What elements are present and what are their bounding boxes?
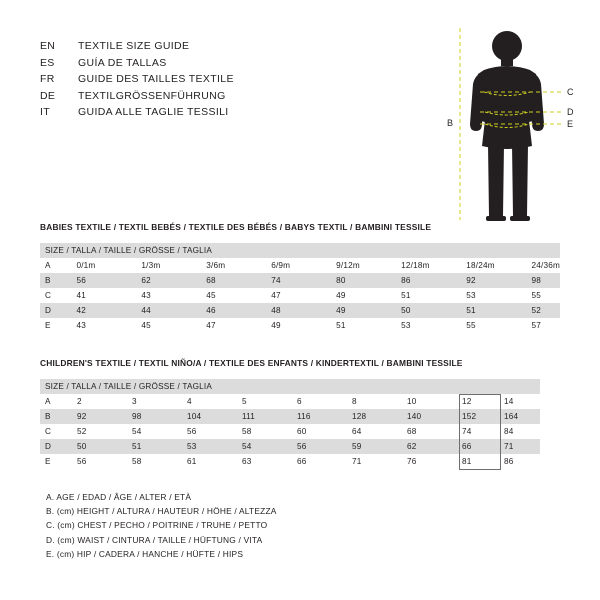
table-cell: 53 xyxy=(187,442,197,451)
table-row xyxy=(40,258,560,273)
row-key: C xyxy=(45,291,52,300)
table-row xyxy=(40,288,560,303)
table-cell: 128 xyxy=(352,412,367,421)
table-cell: 12/18m xyxy=(401,261,430,270)
table-cell: 140 xyxy=(407,412,422,421)
table-cell: 58 xyxy=(132,457,142,466)
table-cell: 45 xyxy=(141,321,151,330)
table-cell: 74 xyxy=(271,276,281,285)
language-row xyxy=(40,71,460,88)
body-measurement-figure xyxy=(430,24,590,224)
legend-item-a: A. AGE / EDAD / ÂGE / ALTER / ETÀ xyxy=(46,492,192,502)
children-header-label: SIZE / TALLA / TAILLE / GRÖSSE / TAGLIA xyxy=(45,382,213,391)
table-cell: 3 xyxy=(132,397,137,406)
table-cell: 4 xyxy=(187,397,192,406)
language-row xyxy=(40,38,460,55)
babies-size-table xyxy=(40,243,560,333)
table-cell: 42 xyxy=(76,306,86,315)
table-row xyxy=(40,303,560,318)
table-cell: 80 xyxy=(336,276,346,285)
table-cell: 98 xyxy=(132,412,142,421)
table-cell: 86 xyxy=(401,276,411,285)
language-title: GUÍA DE TALLAS xyxy=(78,56,167,69)
table-cell: 59 xyxy=(352,442,362,451)
table-cell: 92 xyxy=(77,412,87,421)
language-title: TEXTILGRÖSSENFÜHRUNG xyxy=(78,89,226,102)
table-cell: 1/3m xyxy=(141,261,161,270)
table-cell: 56 xyxy=(297,442,307,451)
figure-label-c: C xyxy=(567,87,574,97)
table-cell: 51 xyxy=(401,291,411,300)
table-cell: 47 xyxy=(271,291,281,300)
table-cell: 62 xyxy=(141,276,151,285)
language-code: FR xyxy=(40,73,55,85)
table-cell: 2 xyxy=(77,397,82,406)
table-cell: 52 xyxy=(77,427,87,436)
row-key: A xyxy=(45,261,51,270)
table-cell: 41 xyxy=(76,291,86,300)
table-cell: 63 xyxy=(242,457,252,466)
table-cell: 51 xyxy=(466,306,476,315)
row-key: B xyxy=(45,276,51,285)
table-row xyxy=(40,409,540,424)
table-cell: 92 xyxy=(466,276,476,285)
table-cell: 46 xyxy=(206,306,216,315)
table-cell: 52 xyxy=(531,306,541,315)
table-cell: 24/36m xyxy=(531,261,560,270)
table-cell: 18/24m xyxy=(466,261,495,270)
table-header-row xyxy=(40,379,540,394)
table-cell: 54 xyxy=(242,442,252,451)
table-cell: 66 xyxy=(297,457,307,466)
table-cell: 54 xyxy=(132,427,142,436)
table-cell: 55 xyxy=(466,321,476,330)
table-cell: 5 xyxy=(242,397,247,406)
table-cell-highlighted: 66 xyxy=(462,442,472,451)
table-cell: 111 xyxy=(242,412,256,421)
language-title: TEXTILE SIZE GUIDE xyxy=(78,40,190,52)
table-cell: 51 xyxy=(132,442,142,451)
table-cell: 56 xyxy=(77,457,87,466)
table-cell: 3/6m xyxy=(206,261,226,270)
table-row xyxy=(40,273,560,288)
table-cell: 84 xyxy=(504,427,514,436)
table-cell: 45 xyxy=(206,291,216,300)
table-cell: 50 xyxy=(77,442,87,451)
table-cell: 71 xyxy=(352,457,362,466)
table-cell: 49 xyxy=(336,306,346,315)
table-cell: 6 xyxy=(297,397,302,406)
figure-label-b: B xyxy=(447,118,454,128)
table-cell: 53 xyxy=(401,321,411,330)
table-cell-highlighted: 81 xyxy=(462,457,472,466)
table-row xyxy=(40,424,540,439)
table-cell: 0/1m xyxy=(76,261,96,270)
table-cell: 86 xyxy=(504,457,514,466)
language-title-list xyxy=(40,38,460,121)
row-key: A xyxy=(45,397,51,406)
row-key: C xyxy=(45,427,52,436)
table-cell: 60 xyxy=(297,427,307,436)
table-cell: 48 xyxy=(271,306,281,315)
table-cell: 68 xyxy=(206,276,216,285)
table-cell: 50 xyxy=(401,306,411,315)
language-code: ES xyxy=(40,56,55,69)
table-cell: 55 xyxy=(531,291,541,300)
row-key: D xyxy=(45,442,52,451)
table-cell: 8 xyxy=(352,397,357,406)
table-cell: 47 xyxy=(206,321,216,330)
table-cell: 98 xyxy=(531,276,541,285)
table-row xyxy=(40,454,540,469)
language-row xyxy=(40,55,460,72)
row-key: D xyxy=(45,306,52,315)
table-header-row xyxy=(40,243,560,258)
legend-item-b: B. (cm) HEIGHT / ALTURA / HAUTEUR / HÖHE / ALTEZZA xyxy=(46,506,277,517)
babies-section-title: BABIES TEXTILE / TEXTIL BEBÉS / TEXTILE DES BÉBÉS / BABYS TEXTIL / BAMBINI TESSILE xyxy=(40,222,432,232)
table-cell-highlighted: 12 xyxy=(462,397,472,406)
children-section-title: CHILDREN'S TEXTILE / TEXTIL NIÑO/A / TEXTILE DES ENFANTS / KINDERTEXTIL / BAMBINI TESSILE xyxy=(40,358,463,368)
table-cell: 56 xyxy=(187,427,197,436)
table-row xyxy=(40,439,540,454)
table-cell: 62 xyxy=(407,442,417,451)
language-code: DE xyxy=(40,89,56,102)
table-cell: 164 xyxy=(504,412,519,421)
table-cell: 71 xyxy=(504,442,514,451)
row-key: B xyxy=(45,412,51,421)
figure-label-e: E xyxy=(567,119,574,129)
table-cell: 51 xyxy=(336,321,346,330)
table-cell: 43 xyxy=(76,321,86,330)
table-cell: 6/9m xyxy=(271,261,291,270)
figure-label-d: D xyxy=(567,107,574,117)
table-cell: 104 xyxy=(187,412,202,421)
child-silhouette-icon xyxy=(470,31,544,221)
language-title: GUIDA ALLE TAGLIE TESSILI xyxy=(78,106,229,118)
row-key: E xyxy=(45,321,51,330)
language-row xyxy=(40,104,460,121)
table-cell: 57 xyxy=(531,321,541,330)
language-code: IT xyxy=(40,106,50,118)
table-cell: 61 xyxy=(187,457,197,466)
language-title: GUIDE DES TAILLES TEXTILE xyxy=(78,73,234,85)
table-cell: 116 xyxy=(297,412,311,421)
language-row xyxy=(40,88,460,105)
table-cell: 58 xyxy=(242,427,252,436)
table-cell: 68 xyxy=(407,427,417,436)
table-cell: 43 xyxy=(141,291,151,300)
table-cell: 49 xyxy=(336,291,346,300)
table-cell-highlighted: 152 xyxy=(462,412,477,421)
table-cell: 76 xyxy=(407,457,417,466)
table-row xyxy=(40,318,560,333)
legend-item-c: C. (cm) CHEST / PECHO / POITRINE / TRUHE / PETTO xyxy=(46,520,268,531)
table-cell: 53 xyxy=(466,291,476,300)
language-code: EN xyxy=(40,40,56,52)
table-cell: 56 xyxy=(76,276,86,285)
table-cell: 14 xyxy=(504,397,514,406)
row-key: E xyxy=(45,457,51,466)
table-row xyxy=(40,394,540,409)
table-cell-highlighted: 74 xyxy=(462,427,472,436)
table-cell: 44 xyxy=(141,306,151,315)
babies-header-label: SIZE / TALLA / TAILLE / GRÖSSE / TAGLIA xyxy=(45,246,213,255)
legend-item-d: D. (cm) WAIST / CINTURA / TAILLE / HÜFTUNG / VITA xyxy=(46,534,263,545)
measurement-legend xyxy=(46,490,277,561)
table-cell: 64 xyxy=(352,427,362,436)
children-size-table xyxy=(40,379,540,469)
table-cell: 49 xyxy=(271,321,281,330)
table-cell: 10 xyxy=(407,397,417,406)
table-cell: 9/12m xyxy=(336,261,360,270)
legend-item-e: E. (cm) HIP / CADERA / HANCHE / HÜFTE / HIPS xyxy=(46,548,244,559)
